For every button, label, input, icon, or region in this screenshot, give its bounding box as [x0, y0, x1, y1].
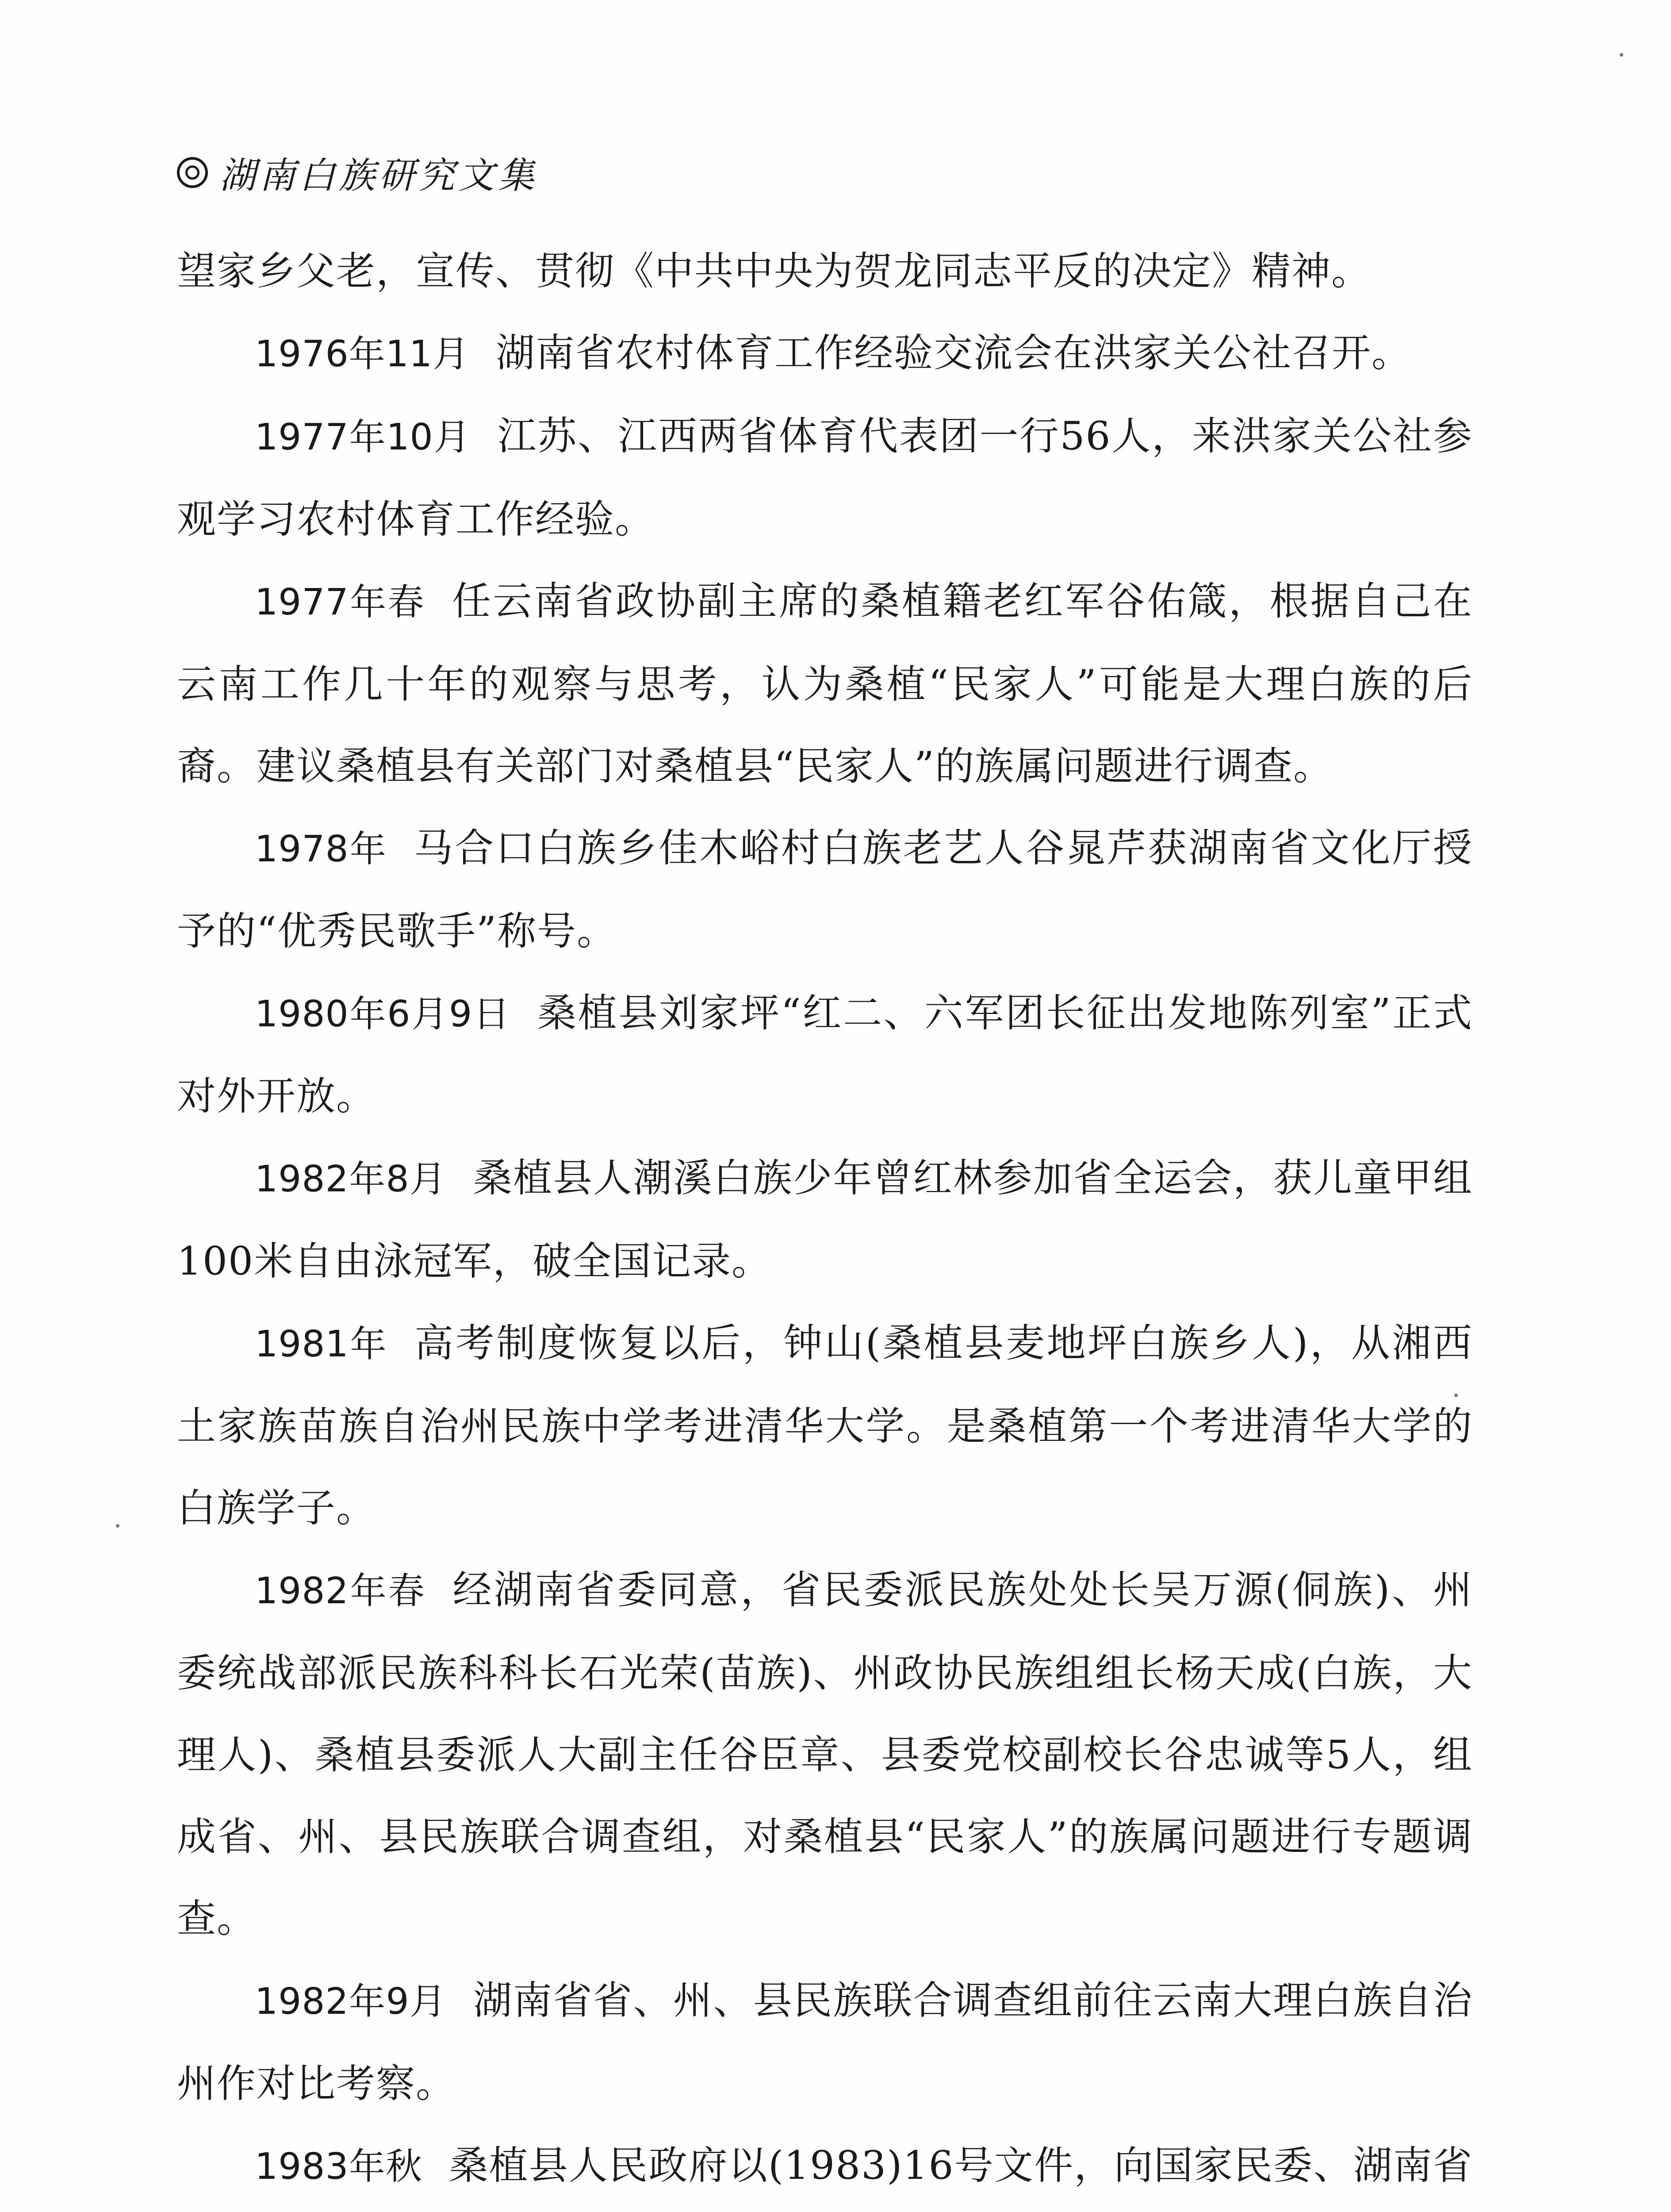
entry-date: 1982年8月	[255, 1158, 447, 1200]
chronology-entry	[177, 1549, 1473, 1959]
entry-date: 1978年	[255, 828, 388, 870]
entry-text: 桑植县人民政府以(1983)16号文件，向国家民委、湖南省	[449, 2143, 1473, 2188]
entry-text: 江苏、江西两省体育代表团一行56人，来洪家关公社参观学习农村体育工作经验。	[177, 413, 1473, 542]
entry-date: 1980年6月9日	[255, 993, 511, 1035]
entry-text: 湖南省农村体育工作经验交流会在洪家关公社召开。	[496, 330, 1412, 376]
entry-date: 1982年春	[255, 1570, 426, 1612]
entry-date: 1982年9月	[255, 1981, 447, 2023]
entry-date: 1981年	[255, 1323, 388, 1365]
entry-text: 任云南省政协副主席的桑植籍老红军谷佑箴，根据自己在云南工作几十年的观察与思考，认为桑植“民家人”可能是大理白族的后裔。建议桑植县有关部门对桑植县“民家人”的族属问题进行调查。	[177, 578, 1473, 789]
continuation-paragraph: 望家乡父老，宣传、贯彻《中共中央为贺龙同志平反的决定》精神。	[177, 248, 1372, 294]
chronology-body	[177, 230, 1473, 2212]
chronology-entry	[177, 395, 1473, 560]
entry-text: 湖南省省、州、县民族联合调查组前往云南大理白族自治州作对比考察。	[177, 1978, 1473, 2106]
scan-speck	[1454, 1394, 1458, 1397]
book-title: 湖南白族研究文集	[219, 154, 538, 197]
circle-bullet-icon	[177, 157, 208, 188]
scan-speck	[1620, 53, 1623, 57]
chronology-entry	[177, 1959, 1473, 2124]
entry-date: 1976年11月	[255, 333, 470, 375]
chronology-entry	[177, 560, 1473, 807]
entry-text: 桑植县人潮溪白族少年曾红林参加省全运会，获儿童甲组100米自由泳冠军，破全国记录。	[177, 1155, 1473, 1284]
chronology-entry	[177, 972, 1473, 1137]
entry-text: 马合口白族乡佳木峪村白族老艺人谷晁芹获湖南省文化厅授予的“优秀民歌手”称号。	[177, 825, 1473, 954]
entry-text: 桑植县刘家坪“红二、六军团长征出发地陈列室”正式对外开放。	[177, 990, 1473, 1119]
entry-text: 高考制度恢复以后，钟山(桑植县麦地坪白族乡人)，从湘西土家族苗族自治州民族中学考进清华大学。是桑植第一个考进清华大学的白族学子。	[177, 1320, 1473, 1531]
chronology-entry	[177, 312, 1473, 395]
entry-date: 1977年10月	[255, 416, 471, 458]
chronology-entry	[177, 2124, 1473, 2212]
entry-text: 经湖南省委同意，省民委派民族处处长吴万源(侗族)、州委统战部派民族科科长石光荣(苗族)、州政协民族组组长杨天成(白族，大理人)、桑植县委派人大副主任谷臣章、县委党校副校长谷忠诚等5人，组成省、州、县民族联合调查组，对桑植县“民家人”的族属问题进行专题调查。	[177, 1567, 1473, 1941]
chronology-entry	[177, 807, 1473, 972]
entry-date: 1983年秋	[255, 2146, 423, 2188]
entry-date: 1977年春	[255, 581, 425, 623]
chronology-entry	[177, 1302, 1473, 1549]
scan-speck	[116, 1524, 119, 1528]
chronology-entry	[177, 1137, 1473, 1302]
running-header	[177, 146, 538, 199]
